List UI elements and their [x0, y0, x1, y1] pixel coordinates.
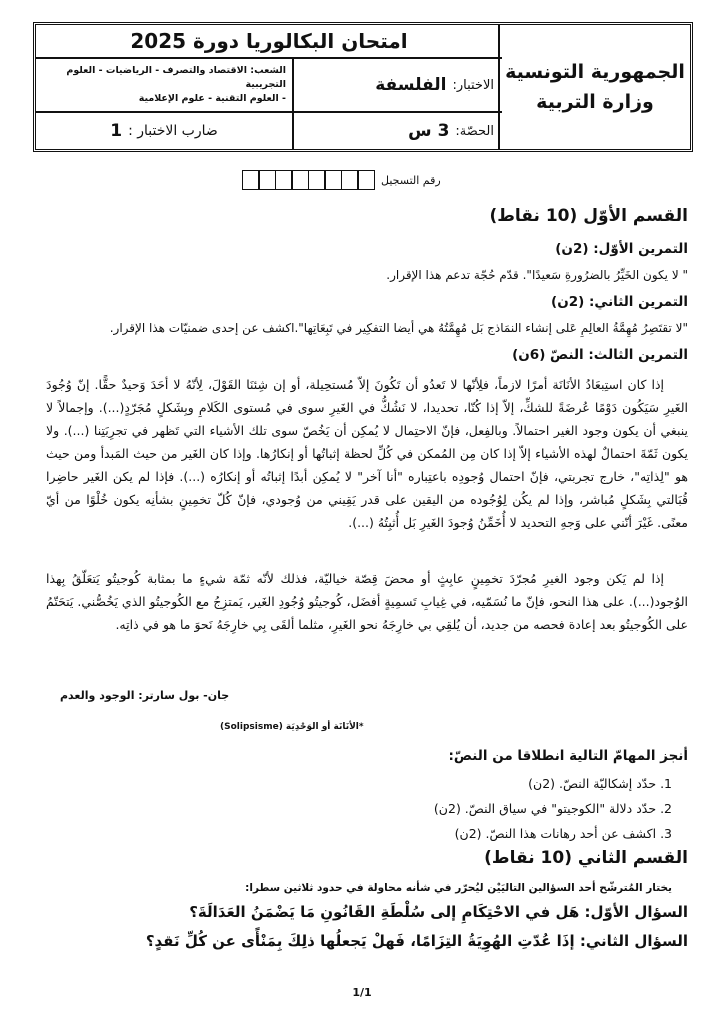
exercise2-title: التمرين الثاني: (2ن): [551, 294, 688, 310]
registration-box[interactable]: [341, 170, 359, 190]
duration-cell: [292, 113, 502, 149]
registration-box[interactable]: [357, 170, 375, 190]
section2-title: القسم الثاني (10 نقاط): [484, 848, 688, 868]
task-item: [455, 826, 672, 841]
exercise2-text: "لا تقتَصِرُ مُهِمَّةُ العالِمِ عَلى إنشاء النمَاذج بَل مُهِمَّتُهُ هي أيضا التفكِير في تَبِعَاتِها".اكشف عن إحدى ضمنيّات هذا الإقرار.: [109, 321, 688, 335]
registration-box[interactable]: [275, 170, 293, 190]
section1-title: القسم الأوّل (10 نقاط): [489, 206, 688, 226]
registration-boxes: [243, 170, 375, 190]
republic-name: الجمهورية التونسية: [505, 61, 685, 83]
subject-cell: [292, 59, 502, 111]
branches-label: الشعب:: [250, 64, 286, 76]
task-text: اكشف عن أحد رهانات هذا النصّ. (2ن): [454, 826, 657, 841]
registration-number: [243, 170, 441, 190]
text-paragraph-2: إذا لم يَكن وجود الغيرِ مُجرّدَ تخمِينٍ عابِثٍ أو محضَ قِصّة خياليّة، فذلك لأنّه ثمّة شيءٍ ما بمثابة كُوجيتُو يَتعَلّقُ بِهذا الوُجود(...). على هذا النحو، فإنّ ما نُسَمّيه، في غِيابِ تَسمِيةٍ أفضَل، كُوجيتُو وُجُودِ الغَير، يَمتزِجُ مع الكُوجيتُو الذي يَخُصُّني. يَتحَتّمُ على الكُوجيتُو بعد إعادة فحصه من جديد، أن يُلقِي بي خارِجَهُ نحو الغَيرِ، مثلما ألقَى بِي خارِجَهُ نَحوَ ما هو في ذاتِه.: [46, 571, 688, 632]
registration-label: رقم التسجيل: [381, 173, 441, 187]
duration-label: الحصّة:: [455, 123, 494, 139]
exercise3-title: التمرين الثالث: النصّ (6ن): [512, 347, 688, 363]
task-text: حدّد دلالة "الكوجيتو" في سياق النصّ. (2ن): [433, 801, 657, 816]
registration-box[interactable]: [258, 170, 276, 190]
text-author: جان- بول سارتر: الوجود والعدم: [60, 689, 230, 702]
duration-value: 3 س: [408, 121, 450, 141]
branches-line1: الاقتصاد والتصرف - الرياضيات - العلوم التجريبية: [66, 64, 286, 90]
task-number: 2.: [660, 801, 672, 816]
exam-title: امتحان البكالوريا دورة 2025: [36, 25, 502, 59]
duration-row: [36, 113, 502, 149]
subject-value: الفلسفة: [375, 75, 447, 95]
branches-cell: [36, 59, 292, 111]
registration-box[interactable]: [324, 170, 342, 190]
ministry-name: وزارة التربية: [536, 91, 654, 113]
exam-info: [36, 25, 502, 149]
subject-row: [36, 59, 502, 113]
task-number: 3.: [660, 826, 672, 841]
coefficient-value: 1: [110, 121, 123, 141]
text-paragraph-1: إذا كان استِبعَادُ الأنَانَة أمرًا لازماً، فلِأنّها لا تَعدُو أن تَكُونَ إلاّ مُستحِيلة، أو إن شِئنَا القَوْلَ، لِأنّهُ لا أحَدَ وَحيدٌ حقًّا. إنّ وُجُودَ الغَيرِ سَيَكُون دَوْمًا عُرضَةً للشكِّ، إلاّ إذا كُنّا، تحديدا، لا نَشُكُّ في الغَيرِ سوى في مُستوى الكَلامِ وبِشَكلٍ مُجَرّدٍ(...). وإجمالاً لا ينبغي أن يكون وجود الغير احتمالاً. وبالفِعل، فإنّ الاحتِمال لا يُمكِن أن يَخُصّ سوى تلك الأشياء التي تَظهر في تجرِبَتِنا (...). ولا يكون ثَمّةَ احتمالٌ لهذه الأشياء إلاّ إذا كان مِن المُمكن في كُلِّ لحظة إثباتُها أو إنكارُها. وإذا كان الغَير من حيث المَبدأ ومن حيث هو "لِذاتِه"، خارج تجربتي، فإنّ احتمال وُجودِه باعتِباره "أنا آخر" لا يُمكِن أبدًا إثباتُه أو إنكارُه (...). فإذا لم يكن الغَير حاضِرا قُبَالتي بِشَكلٍ مُباشر، وإذا لم يكُن لِوُجُوده من اليقين على قدر يَقِيني من وُجودي، فإنّ كُلّ تخمِينٍ بشأنِه يكون خُلْوًا من أيّ معنًى. غَيْرَ أنّني على وَجهِ التحديد لا أُخَمِّنُ وُجودَ الغَيرِ بَل أُثبِتُهُ (...).: [46, 377, 688, 530]
issuer-block: [498, 25, 690, 149]
subject-label: الاختبار:: [452, 77, 494, 93]
tasks-title: أنجز المهامّ التالية انطلاقا من النصّ:: [448, 748, 688, 764]
question-1: السؤال الأوّل: هَل في الاحْتِكَامِ إلى سُلْطَةِ القَانُونِ مَا يَضْمَنُ العَدَالَةَ؟: [189, 903, 688, 921]
registration-box[interactable]: [291, 170, 309, 190]
exercise1-title: التمرين الأوّل: (2ن): [555, 241, 688, 257]
task-number: 1.: [660, 776, 672, 791]
task-item: [434, 801, 672, 816]
coefficient-label: ضارب الاختبار :: [128, 123, 218, 139]
task-item: [528, 776, 672, 791]
exam-header: [33, 22, 693, 152]
task-text: حدّد إشكاليّة النصّ. (2ن): [528, 776, 657, 791]
page-number: 1/1: [352, 986, 372, 999]
section2-instruction: يختار المُترشّح أحد السؤالين التاليَيْن ليُحرّر في شأنه محاولة في حدود ثلاثين سطرا:: [245, 882, 672, 894]
footnote: *الأنَانَة أو الوَحْدِيَة (Solipsisme): [220, 722, 364, 732]
question-2: السؤال الثاني: إذَا عُدّتِ الهُوِيَةُ التِزَامًا، فَهلْ يَجعلُها ذلِكَ بِمَنْأًى عن كُلِّ نَقدٍ؟: [145, 932, 688, 950]
registration-box[interactable]: [308, 170, 326, 190]
coefficient-cell: [36, 113, 292, 149]
registration-box[interactable]: [242, 170, 260, 190]
exercise1-text: " لا يكون الخَيِّرُ بالضرُورةِ سَعيدًا". قدّم حُجّة تدعم هذا الإقرار.: [386, 268, 688, 282]
branches-line2: - العلوم التقنية - علوم الإعلامية: [138, 93, 286, 105]
